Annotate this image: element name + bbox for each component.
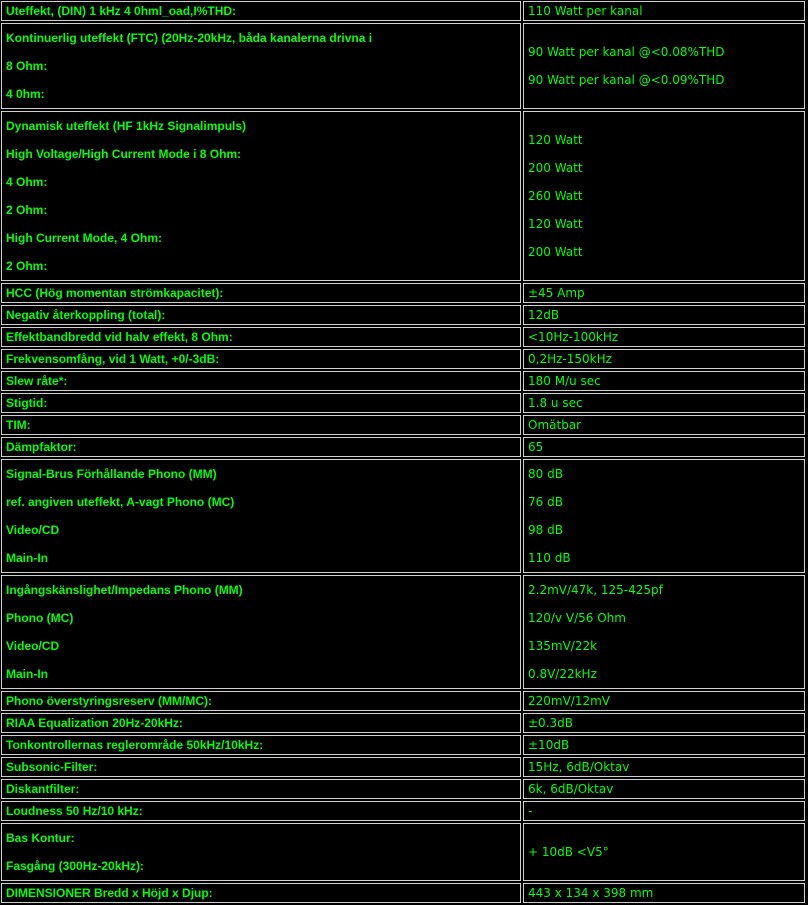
spec-label: Bas Kontur: [6, 831, 75, 845]
spec-value: 200 Watt [528, 245, 583, 259]
spec-value: Omätbar [528, 418, 582, 432]
spec-label-cell [1, 327, 521, 347]
spec-label-cell [1, 883, 521, 903]
spec-row [1, 437, 805, 457]
spec-value: 180 M/u sec [528, 374, 601, 388]
spec-label: Negativ återkoppling (total): [6, 308, 166, 322]
spec-label: Video/CD [6, 639, 60, 653]
spec-label-cell [1, 823, 521, 881]
spec-label: High Current Mode, 4 Ohm: [6, 231, 162, 245]
spec-value: 110 Watt per kanal [528, 4, 643, 18]
spec-label: Subsonic-Filter: [6, 760, 98, 774]
spec-label-cell [1, 757, 521, 777]
spec-value: 2.2mV/47k, 125-425pf [528, 583, 663, 597]
spec-value: ±10dB [528, 738, 570, 752]
spec-label-cell [1, 713, 521, 733]
spec-row [1, 23, 805, 109]
spec-value: 65 [528, 440, 544, 454]
spec-label: TIM: [6, 418, 31, 432]
spec-label-cell [1, 437, 521, 457]
spec-value: 98 dB [528, 523, 563, 537]
spec-value: - [528, 804, 533, 818]
spec-value: 0.8V/22kHz [528, 667, 597, 681]
spec-row [1, 823, 805, 881]
spec-label: DIMENSIONER Bredd x Höjd x Djup: [6, 886, 213, 900]
spec-label: Ingångskänslighet/Impedans Phono (MM) [6, 583, 243, 597]
spec-value: 6k, 6dB/Oktav [528, 782, 614, 796]
spec-value: 76 dB [528, 495, 563, 509]
spec-label: Frekvensomfång, vid 1 Watt, +0/-3dB: [6, 352, 220, 366]
spec-label-cell [1, 735, 521, 755]
spec-value-cell [523, 823, 805, 881]
spec-label: 2 Ohm: [6, 259, 48, 273]
spec-value-cell [523, 437, 805, 457]
spec-value: 220mV/12mV [528, 694, 611, 708]
spec-value-cell [523, 23, 805, 109]
spec-value: 443 x 134 x 398 mm [528, 886, 654, 900]
spec-label: Phono överstyringsreserv (MM/MC): [6, 694, 213, 708]
spec-value-cell [523, 371, 805, 391]
spec-value: 80 dB [528, 467, 563, 481]
spec-value: <10Hz-100kHz [528, 330, 619, 344]
spec-value: 120/v V/56 Ohm [528, 611, 626, 625]
spec-value-cell [523, 757, 805, 777]
spec-value: 90 Watt per kanal @<0.08%THD [528, 45, 725, 59]
specifications-table-body [1, 1, 805, 903]
spec-value-cell [523, 111, 805, 281]
spec-value: 90 Watt per kanal @<0.09%THD [528, 73, 725, 87]
spec-label-cell [1, 691, 521, 711]
spec-value-cell [523, 691, 805, 711]
spec-value-cell [523, 393, 805, 413]
spec-label: ref. angiven uteffekt, A-vagt Phono (MC) [6, 495, 235, 509]
spec-label-cell [1, 1, 521, 21]
spec-label: 4 Ohm: [6, 175, 48, 189]
spec-label-cell [1, 111, 521, 281]
spec-label: Phono (MC) [6, 611, 74, 625]
spec-value: 135mV/22k [528, 639, 598, 653]
spec-row [1, 283, 805, 303]
spec-label: 4 0hm: [6, 87, 45, 101]
spec-value-cell [523, 305, 805, 325]
spec-value: 260 Watt [528, 189, 583, 203]
spec-label: Uteffekt, (DIN) 1 kHz 4 0hml_oad,I%THD: [6, 4, 237, 18]
spec-label: Stigtid: [6, 396, 48, 410]
spec-label-cell [1, 283, 521, 303]
spec-value-cell [523, 327, 805, 347]
spec-row [1, 1, 805, 21]
spec-label: Dynamisk uteffekt (HF 1kHz Signalimpuls) [6, 119, 247, 133]
spec-value-cell [523, 801, 805, 821]
spec-label-cell [1, 415, 521, 435]
spec-row [1, 459, 805, 573]
spec-value-cell [523, 779, 805, 799]
spec-label: Loudness 50 Hz/10 kHz: [6, 804, 143, 818]
spec-label-cell [1, 459, 521, 573]
spec-value: 120 Watt [528, 133, 583, 147]
spec-row [1, 371, 805, 391]
spec-row [1, 111, 805, 281]
spec-label: 8 Ohm: [6, 59, 48, 73]
spec-label-cell [1, 23, 521, 109]
spec-row [1, 415, 805, 435]
spec-row [1, 349, 805, 369]
spec-label: Main-In [6, 551, 48, 565]
spec-label: Fasgång (300Hz-20kHz): [6, 859, 145, 873]
spec-label: 2 Ohm: [6, 203, 48, 217]
spec-value-cell [523, 283, 805, 303]
spec-label: Main-In [6, 667, 48, 681]
spec-value: 200 Watt [528, 161, 583, 175]
spec-label: HCC (Hög momentan strömkapacitet): [6, 286, 224, 300]
spec-value-cell [523, 349, 805, 369]
spec-label: Dämpfaktor: [6, 440, 77, 454]
spec-row [1, 691, 805, 711]
spec-row [1, 883, 805, 903]
spec-value-cell [523, 1, 805, 21]
spec-value: + 10dB <V5° [528, 845, 609, 859]
spec-label: Kontinuerlig uteffekt (FTC) (20Hz-20kHz, båda kanalerna drivna i [6, 31, 373, 45]
spec-row [1, 735, 805, 755]
spec-value-cell [523, 575, 805, 689]
spec-value: ±0.3dB [528, 716, 573, 730]
spec-label-cell [1, 305, 521, 325]
spec-value: 15Hz, 6dB/Oktav [528, 760, 630, 774]
spec-row [1, 757, 805, 777]
spec-row [1, 305, 805, 325]
spec-row [1, 575, 805, 689]
spec-value: 120 Watt [528, 217, 583, 231]
spec-value: 1.8 u sec [528, 396, 583, 410]
spec-label: Diskantfilter: [6, 782, 80, 796]
spec-label: Signal-Brus Förhållande Phono (MM) [6, 467, 217, 481]
spec-label: Tonkontrollernas reglerområde 50kHz/10kHz: [6, 738, 264, 752]
spec-label: Effektbandbredd vid halv effekt, 8 Ohm: [6, 330, 233, 344]
spec-label: High Voltage/High Current Mode i 8 Ohm: [6, 147, 242, 161]
spec-value-cell [523, 459, 805, 573]
spec-label-cell [1, 393, 521, 413]
spec-value-cell [523, 735, 805, 755]
spec-value: ±45 Amp [528, 286, 585, 300]
spec-row [1, 713, 805, 733]
spec-row [1, 801, 805, 821]
spec-row [1, 779, 805, 799]
spec-label-cell [1, 779, 521, 799]
spec-value-cell [523, 713, 805, 733]
spec-value: 12dB [528, 308, 560, 322]
spec-label: Video/CD [6, 523, 60, 537]
spec-label: RIAA Equalization 20Hz-20kHz: [6, 716, 183, 730]
spec-label-cell [1, 349, 521, 369]
spec-label: Slew råte*: [6, 374, 68, 388]
spec-value: 110 dB [528, 551, 571, 565]
spec-value-cell [523, 415, 805, 435]
spec-value-cell [523, 883, 805, 903]
spec-label-cell [1, 801, 521, 821]
spec-row [1, 327, 805, 347]
spec-label-cell [1, 371, 521, 391]
spec-label-cell [1, 575, 521, 689]
spec-row [1, 393, 805, 413]
spec-value: 0,2Hz-150kHz [528, 352, 612, 366]
